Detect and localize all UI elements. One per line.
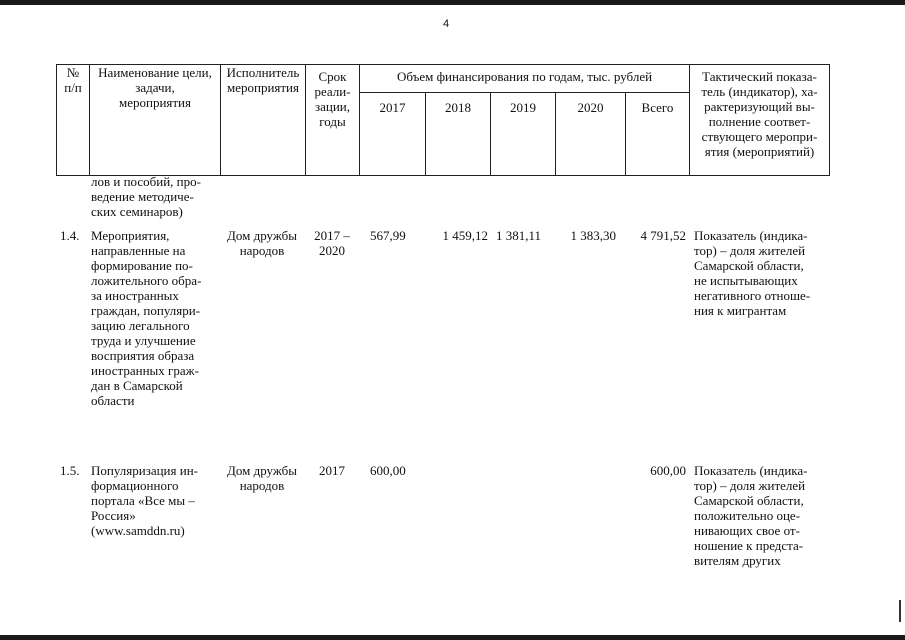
header-name: Наименование цели, задачи, мероприятия [90,65,221,176]
header-funding-title: Объем финансирования по годам, тыс. рублей [360,65,690,93]
header-year-2019: 2019 [491,93,556,176]
row-name: Популяризация ин- формационного портала «Все мы – Россия» (www.samddn.ru) [91,463,198,538]
header-executor: Исполнитель мероприятия [221,65,306,176]
header-num: № п/п [57,65,90,176]
header-year-2018: 2018 [426,93,491,176]
row-value-2017: 600,00 [370,463,406,478]
top-border-rule [0,0,905,5]
row-executor: Дом дружбы народов [226,228,298,258]
header-term: Срок реали- зации, годы [306,65,360,176]
row-value-2018: 1 459,12 [442,228,488,243]
row-value-total: 600,00 [650,463,686,478]
page-number: 4 [443,18,450,30]
row-indicator: Показатель (индика- тор) – доля жителей Самарской области, положительно оце- нивающих свое от- ношение к предста- вителям других [694,463,808,568]
header-year-2017: 2017 [360,93,426,176]
row-term: 2017 [319,463,345,478]
row-value-2017: 567,99 [370,228,406,243]
row-value-2019: 1 381,11 [495,228,541,243]
continuation-name: лов и пособий, про- ведение методиче- ских семинаров) [91,174,201,219]
row-number: 1.5. [60,463,80,478]
row-value-2020: 1 383,30 [570,228,616,243]
scan-edge-mark [899,600,901,622]
funding-table-header [56,64,830,176]
bottom-border-rule [0,635,905,640]
header-year-2020: 2020 [556,93,626,176]
row-value-total: 4 791,52 [640,228,686,243]
row-executor: Дом дружбы народов [226,463,298,493]
row-number: 1.4. [60,228,80,243]
header-total: Всего [626,93,690,176]
row-indicator: Показатель (индика- тор) – доля жителей Самарской области, не испытывающих негативного отноше- ния к мигрантам [694,228,811,318]
header-indicator: Тактический показа- тель (индикатор), ха- рактеризующий вы- полнение соответ- ствующего меропри- ятия (мероприятий) [690,65,830,176]
row-term: 2017 – 2020 [314,228,350,258]
row-name: Мероприятия, направленные на формирование по- ложительного обра- за иностранных граждан, популяри- зацию легального труда и улучшение восприятия образа иностранных граж- дан в Самарской области [91,228,202,408]
